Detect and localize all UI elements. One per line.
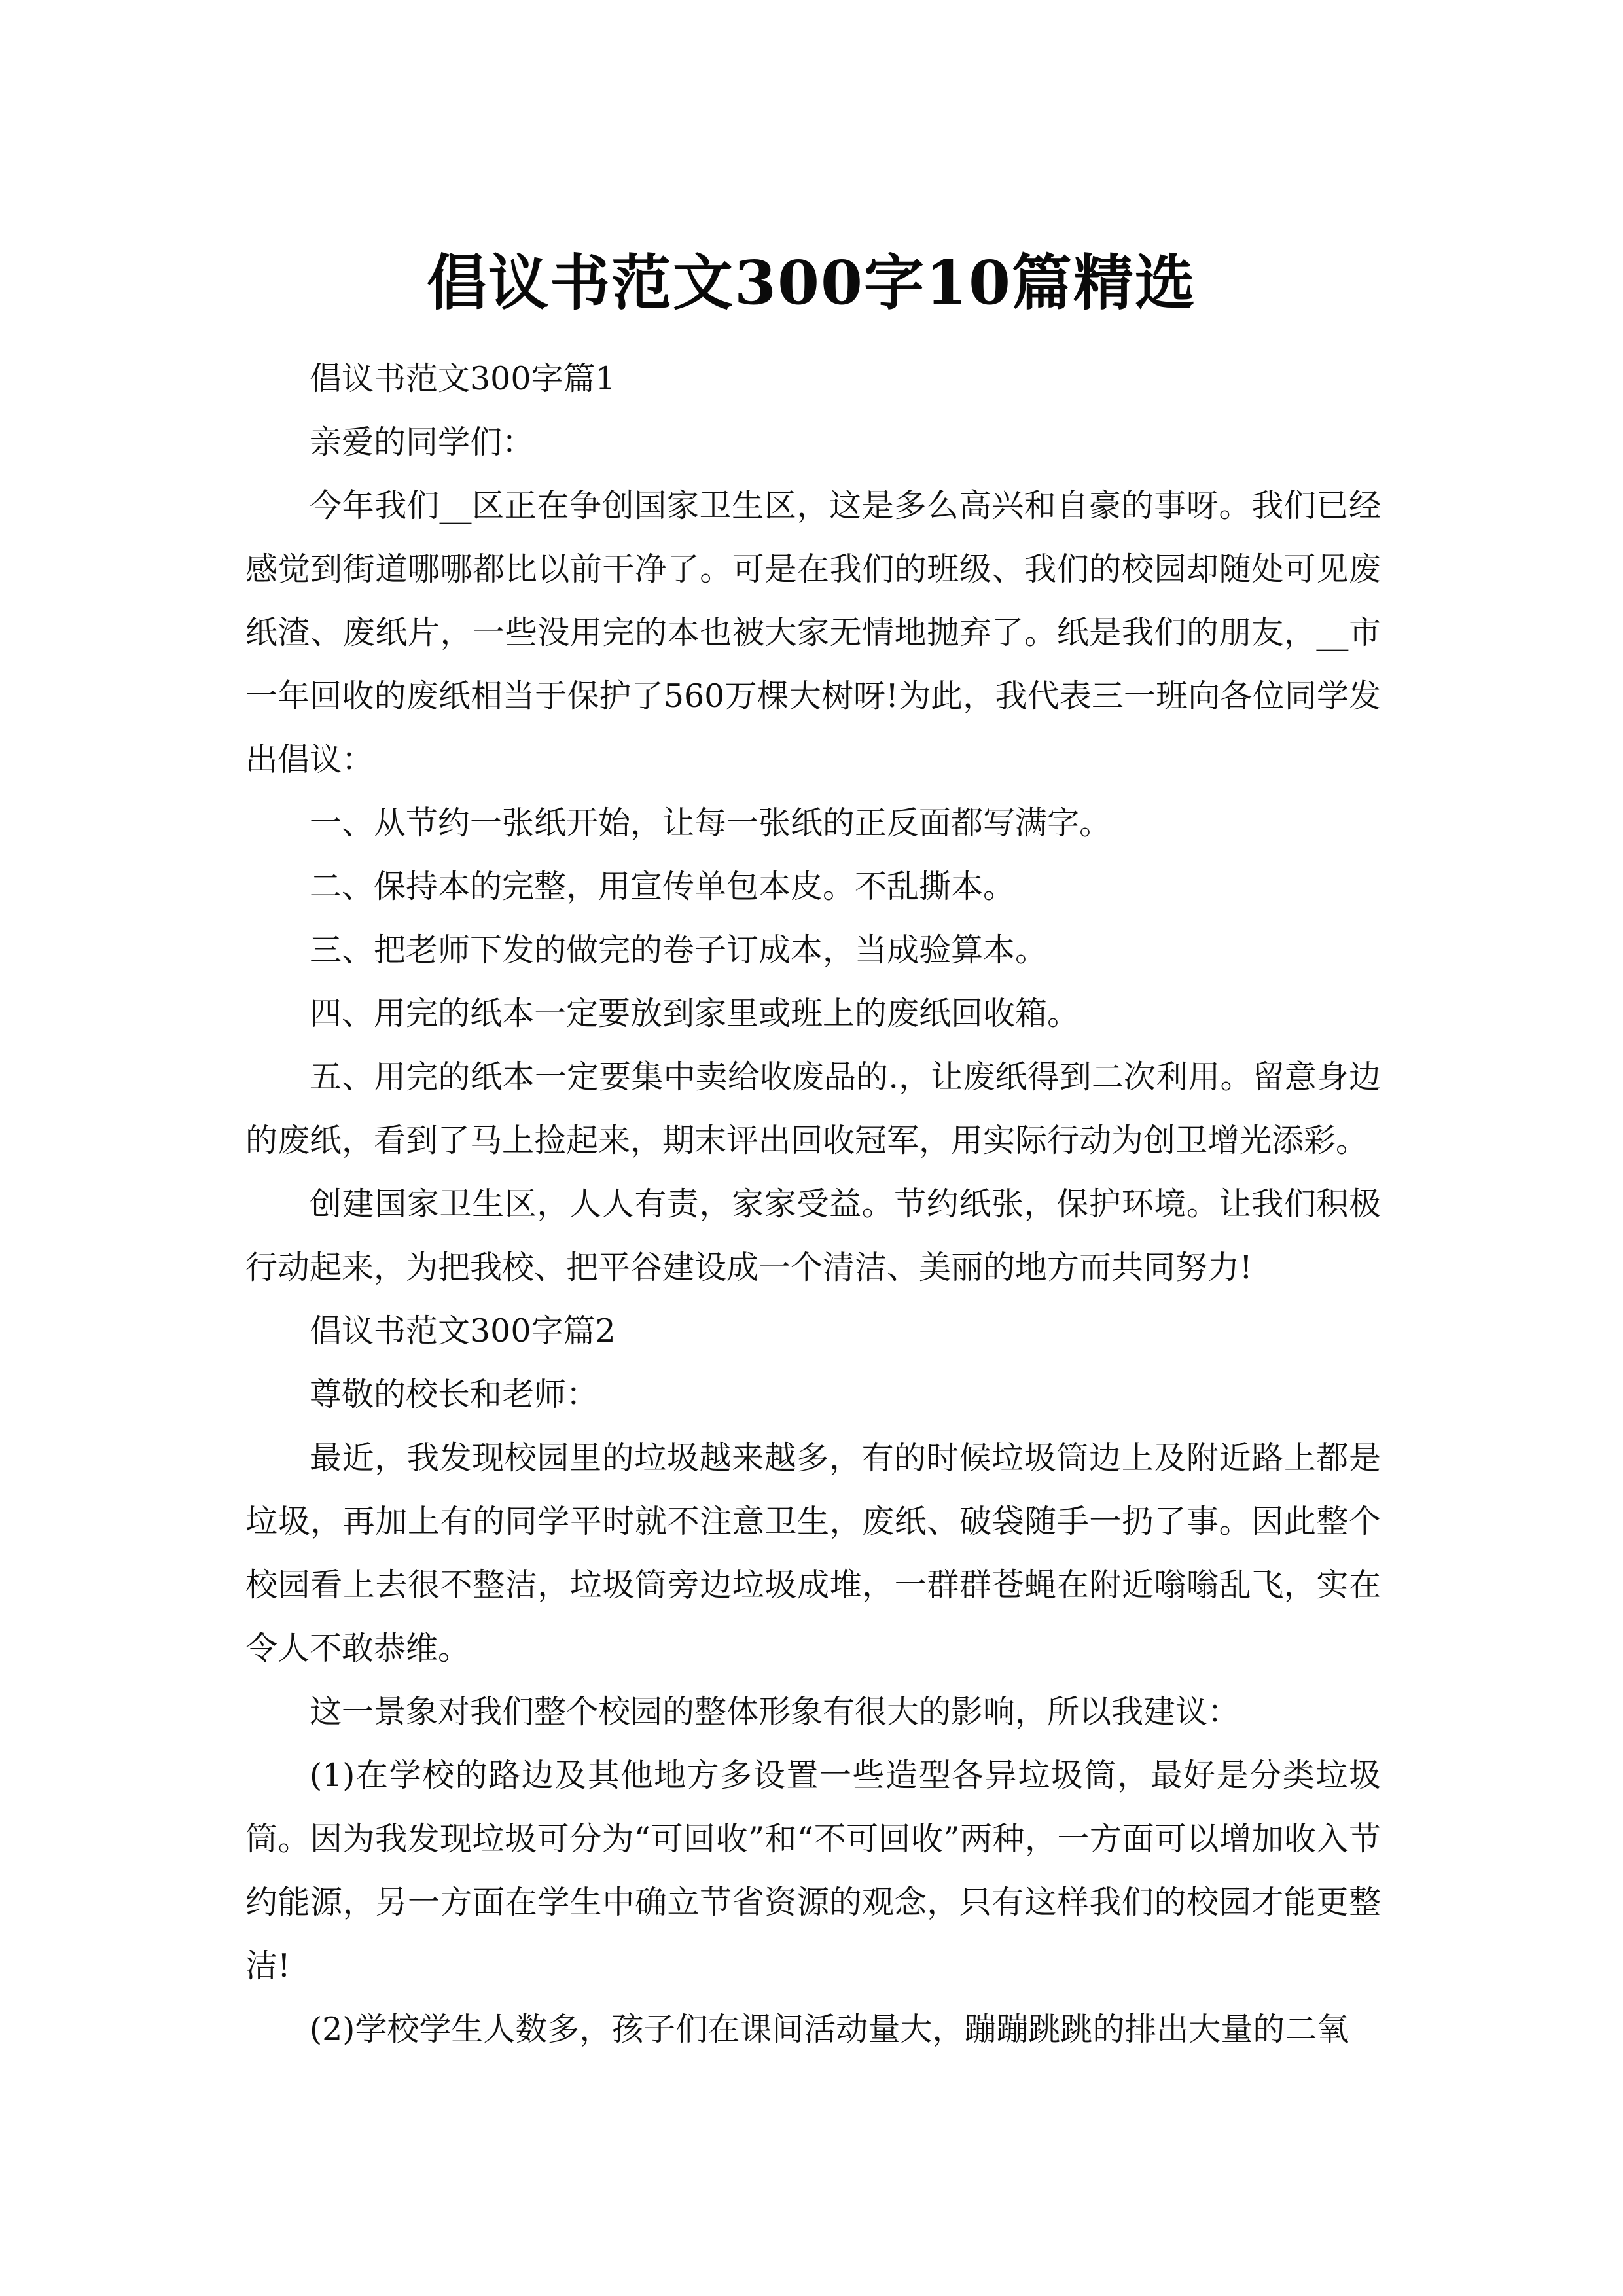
body-paragraph: 创建国家卫生区，人人有责，家家受益。节约纸张，保护环境。让我们积极行动起来，为把我校、把平谷建设成一个清洁、美丽的地方而共同努力! [245, 1185, 1381, 1286]
list-item: 二、保持本的完整，用宣传单包本皮。不乱撕本。 [310, 868, 1016, 905]
body-paragraph: 最近，我发现校园里的垃圾越来越多，有的时候垃圾筒边上及附近路上都是垃圾，再加上有的同学平时就不注意卫生，废纸、破袋随手一扔了事。因此整个校园看上去很不整洁，垃圾筒旁边垃圾成堆，一群群苍蝇在附近嗡嗡乱飞，实在令人不敢恭维。 [245, 1439, 1381, 1667]
salutation: 尊敬的校长和老师： [310, 1376, 599, 1413]
body-paragraph: 今年我们__区正在争创国家卫生区，这是多么高兴和自豪的事呀。我们已经感觉到街道哪哪都比以前干净了。可是在我们的班级、我们的校园却随处可见废纸渣、废纸片，一些没用完的本也被大家无情地抛弃了。纸是我们的朋友，__市一年回收的废纸相当于保护了560万棵大树呀!为此，我代表三一班向各位同学发出倡议： [245, 487, 1381, 778]
salutation: 亲爱的同学们： [310, 423, 535, 461]
page-title: 倡议书范文300字10篇精选 [426, 247, 1197, 318]
suggestion-item: (1)在学校的路边及其他地方多设置一些造型各异垃圾筒，最好是分类垃圾筒。因为我发现垃圾可分为“可回收”和“不可回收”两种，一方面可以增加收入节约能源，另一方面在学生中确立节省资源的观念，只有这样我们的校园才能更整洁! [245, 1757, 1381, 1984]
section-heading: 倡议书范文300字篇2 [310, 1312, 616, 1350]
list-item: 三、把老师下发的做完的卷子订成本，当成验算本。 [310, 931, 1048, 969]
list-item: 一、从节约一张纸开始，让每一张纸的正反面都写满字。 [310, 804, 1112, 842]
document-body [245, 347, 1381, 2061]
suggestion-item: (2)学校学生人数多，孩子们在课间活动量大，蹦蹦跳跳的排出大量的二氧 [310, 2011, 1349, 2048]
body-paragraph: 这一景象对我们整个校园的整体形象有很大的影响，所以我建议： [310, 1693, 1240, 1731]
list-item: 五、用完的纸本一定要集中卖给收废品的.，让废纸得到二次利用。留意身边的废纸，看到了马上捡起来，期末评出回收冠军，用实际行动为创卫增光添彩。 [245, 1058, 1381, 1159]
section-heading: 倡议书范文300字篇1 [310, 360, 616, 397]
list-item: 四、用完的纸本一定要放到家里或班上的废纸回收箱。 [310, 995, 1080, 1032]
